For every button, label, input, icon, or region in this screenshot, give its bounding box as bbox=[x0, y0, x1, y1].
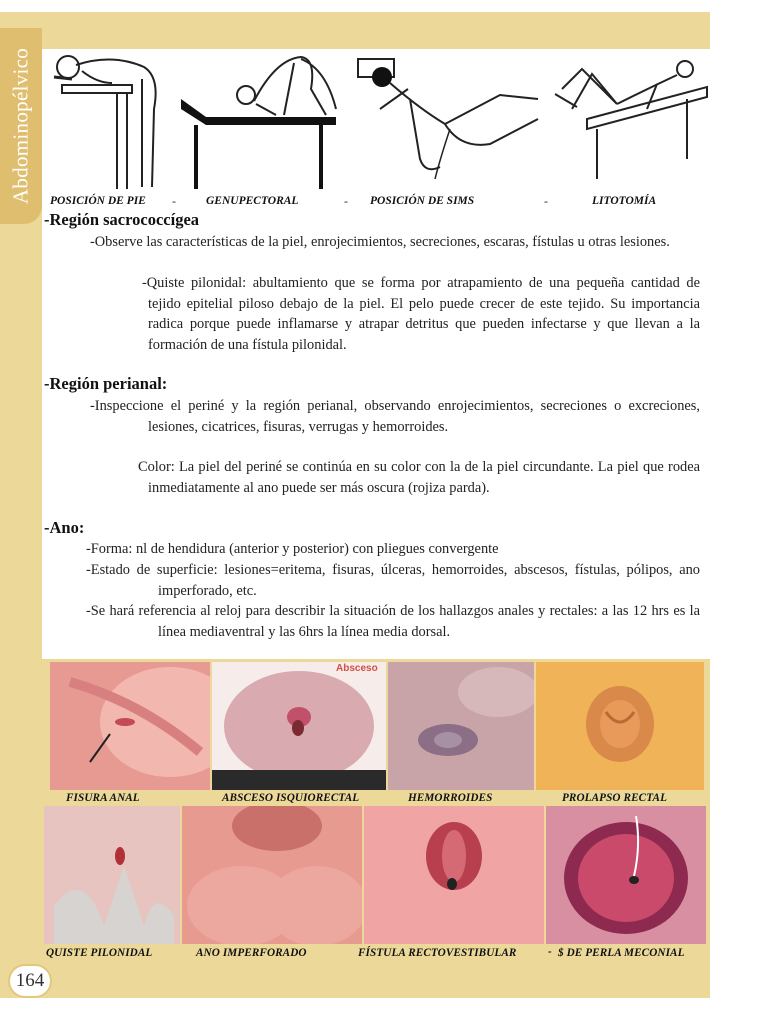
paragraph bbox=[90, 232, 756, 253]
separator: - bbox=[544, 194, 548, 208]
quiste-pilonidal-photo bbox=[44, 806, 180, 944]
paragraph-text: Color: La piel del periné se continúa en su color con la de la piel circundante. La piel que rodea inmediatamente al ano puede ser más oscura (rojiza parda). bbox=[138, 459, 700, 496]
paragraph bbox=[86, 560, 700, 601]
fisura-anal-photo bbox=[50, 662, 210, 790]
paragraph-text: -Forma: nl de hendidura (anterior y posterior) con pliegues convergente bbox=[86, 541, 499, 557]
paragraph-text: -Estado de superficie: lesiones=eritema, fisuras, úlceras, hemorroides, abscesos, fístulas, pólipos, ano imperforado, etc. bbox=[86, 562, 700, 599]
knee-chest-figure-icon bbox=[176, 49, 346, 191]
photo-caption: ANO IMPERFORADO bbox=[196, 947, 307, 959]
photo-caption: QUISTE PILONIDAL bbox=[46, 947, 153, 959]
photo-caption: ABSCESO ISQUIORECTAL bbox=[222, 792, 360, 804]
perla-meconial-photo bbox=[546, 806, 706, 944]
paragraph-text: -Observe las características de la piel, enrojecimientos, secreciones, escaras, fístulas u otras lesiones. bbox=[90, 234, 670, 250]
fistula-rectovestibular-photo bbox=[364, 806, 544, 944]
separator: - bbox=[172, 194, 176, 208]
paragraph-text: -Inspeccione el periné y la región perianal, observando enrojecimientos, secreciones o excreciones, lesiones, cicatrices, fisuras, verrugas y hemorroides. bbox=[90, 398, 700, 435]
position-caption: GENUPECTORAL bbox=[206, 195, 299, 207]
standing-bent-figure-icon bbox=[42, 49, 172, 191]
hemorroides-photo bbox=[388, 662, 534, 790]
page-number: 164 bbox=[8, 964, 52, 998]
position-caption: LITOTOMÍA bbox=[592, 195, 657, 207]
photo-caption: $ DE PERLA MECONIAL bbox=[558, 947, 685, 959]
paragraph-text: -Se hará referencia al reloj para describir la situación de los hallazgos anales y rectales: a las 12 hrs es la línea mediaventral y las 6hrs la línea media dorsal. bbox=[86, 603, 700, 640]
separator: - bbox=[548, 946, 552, 958]
paragraph bbox=[86, 601, 700, 642]
section-tab-label: Abdominopélvico bbox=[8, 47, 33, 205]
section-heading: -Región perianal: bbox=[44, 374, 168, 393]
ano-imperforado-photo bbox=[182, 806, 362, 944]
paragraph bbox=[90, 396, 700, 437]
photo-caption: FISURA ANAL bbox=[66, 792, 140, 804]
absceso-photo bbox=[212, 662, 386, 790]
paragraph bbox=[86, 539, 700, 560]
sims-figure-icon bbox=[350, 49, 540, 191]
position-caption: POSICIÓN DE PIE bbox=[50, 195, 146, 207]
photo-caption: HEMORROIDES bbox=[408, 792, 493, 804]
photo-caption: PROLAPSO RECTAL bbox=[562, 792, 667, 804]
paragraph-text: -Quiste pilonidal: abultamiento que se forma por atrapamiento de una pequeña cantidad de tejido epitelial piloso debajo de la piel. El pelo puede crecer de este tejido. Su importancia radica porque puede inflamarse y atrapar detritus que pueden infectarse y que llevan a la formación de una fístula pilonidal. bbox=[142, 275, 700, 353]
paragraph bbox=[142, 273, 700, 355]
separator: - bbox=[344, 194, 348, 208]
lithotomy-figure-icon bbox=[547, 49, 710, 191]
section-heading: -Región sacrococcígea bbox=[44, 210, 200, 229]
photo-caption: FÍSTULA RECTOVESTIBULAR bbox=[358, 947, 517, 959]
position-caption: POSICIÓN DE SIMS bbox=[370, 195, 475, 207]
prolapso-photo bbox=[536, 662, 704, 790]
paragraph bbox=[138, 457, 700, 498]
section-tab bbox=[0, 28, 42, 224]
absceso-photo-label: Absceso bbox=[336, 663, 378, 674]
section-heading: -Ano: bbox=[44, 518, 85, 537]
